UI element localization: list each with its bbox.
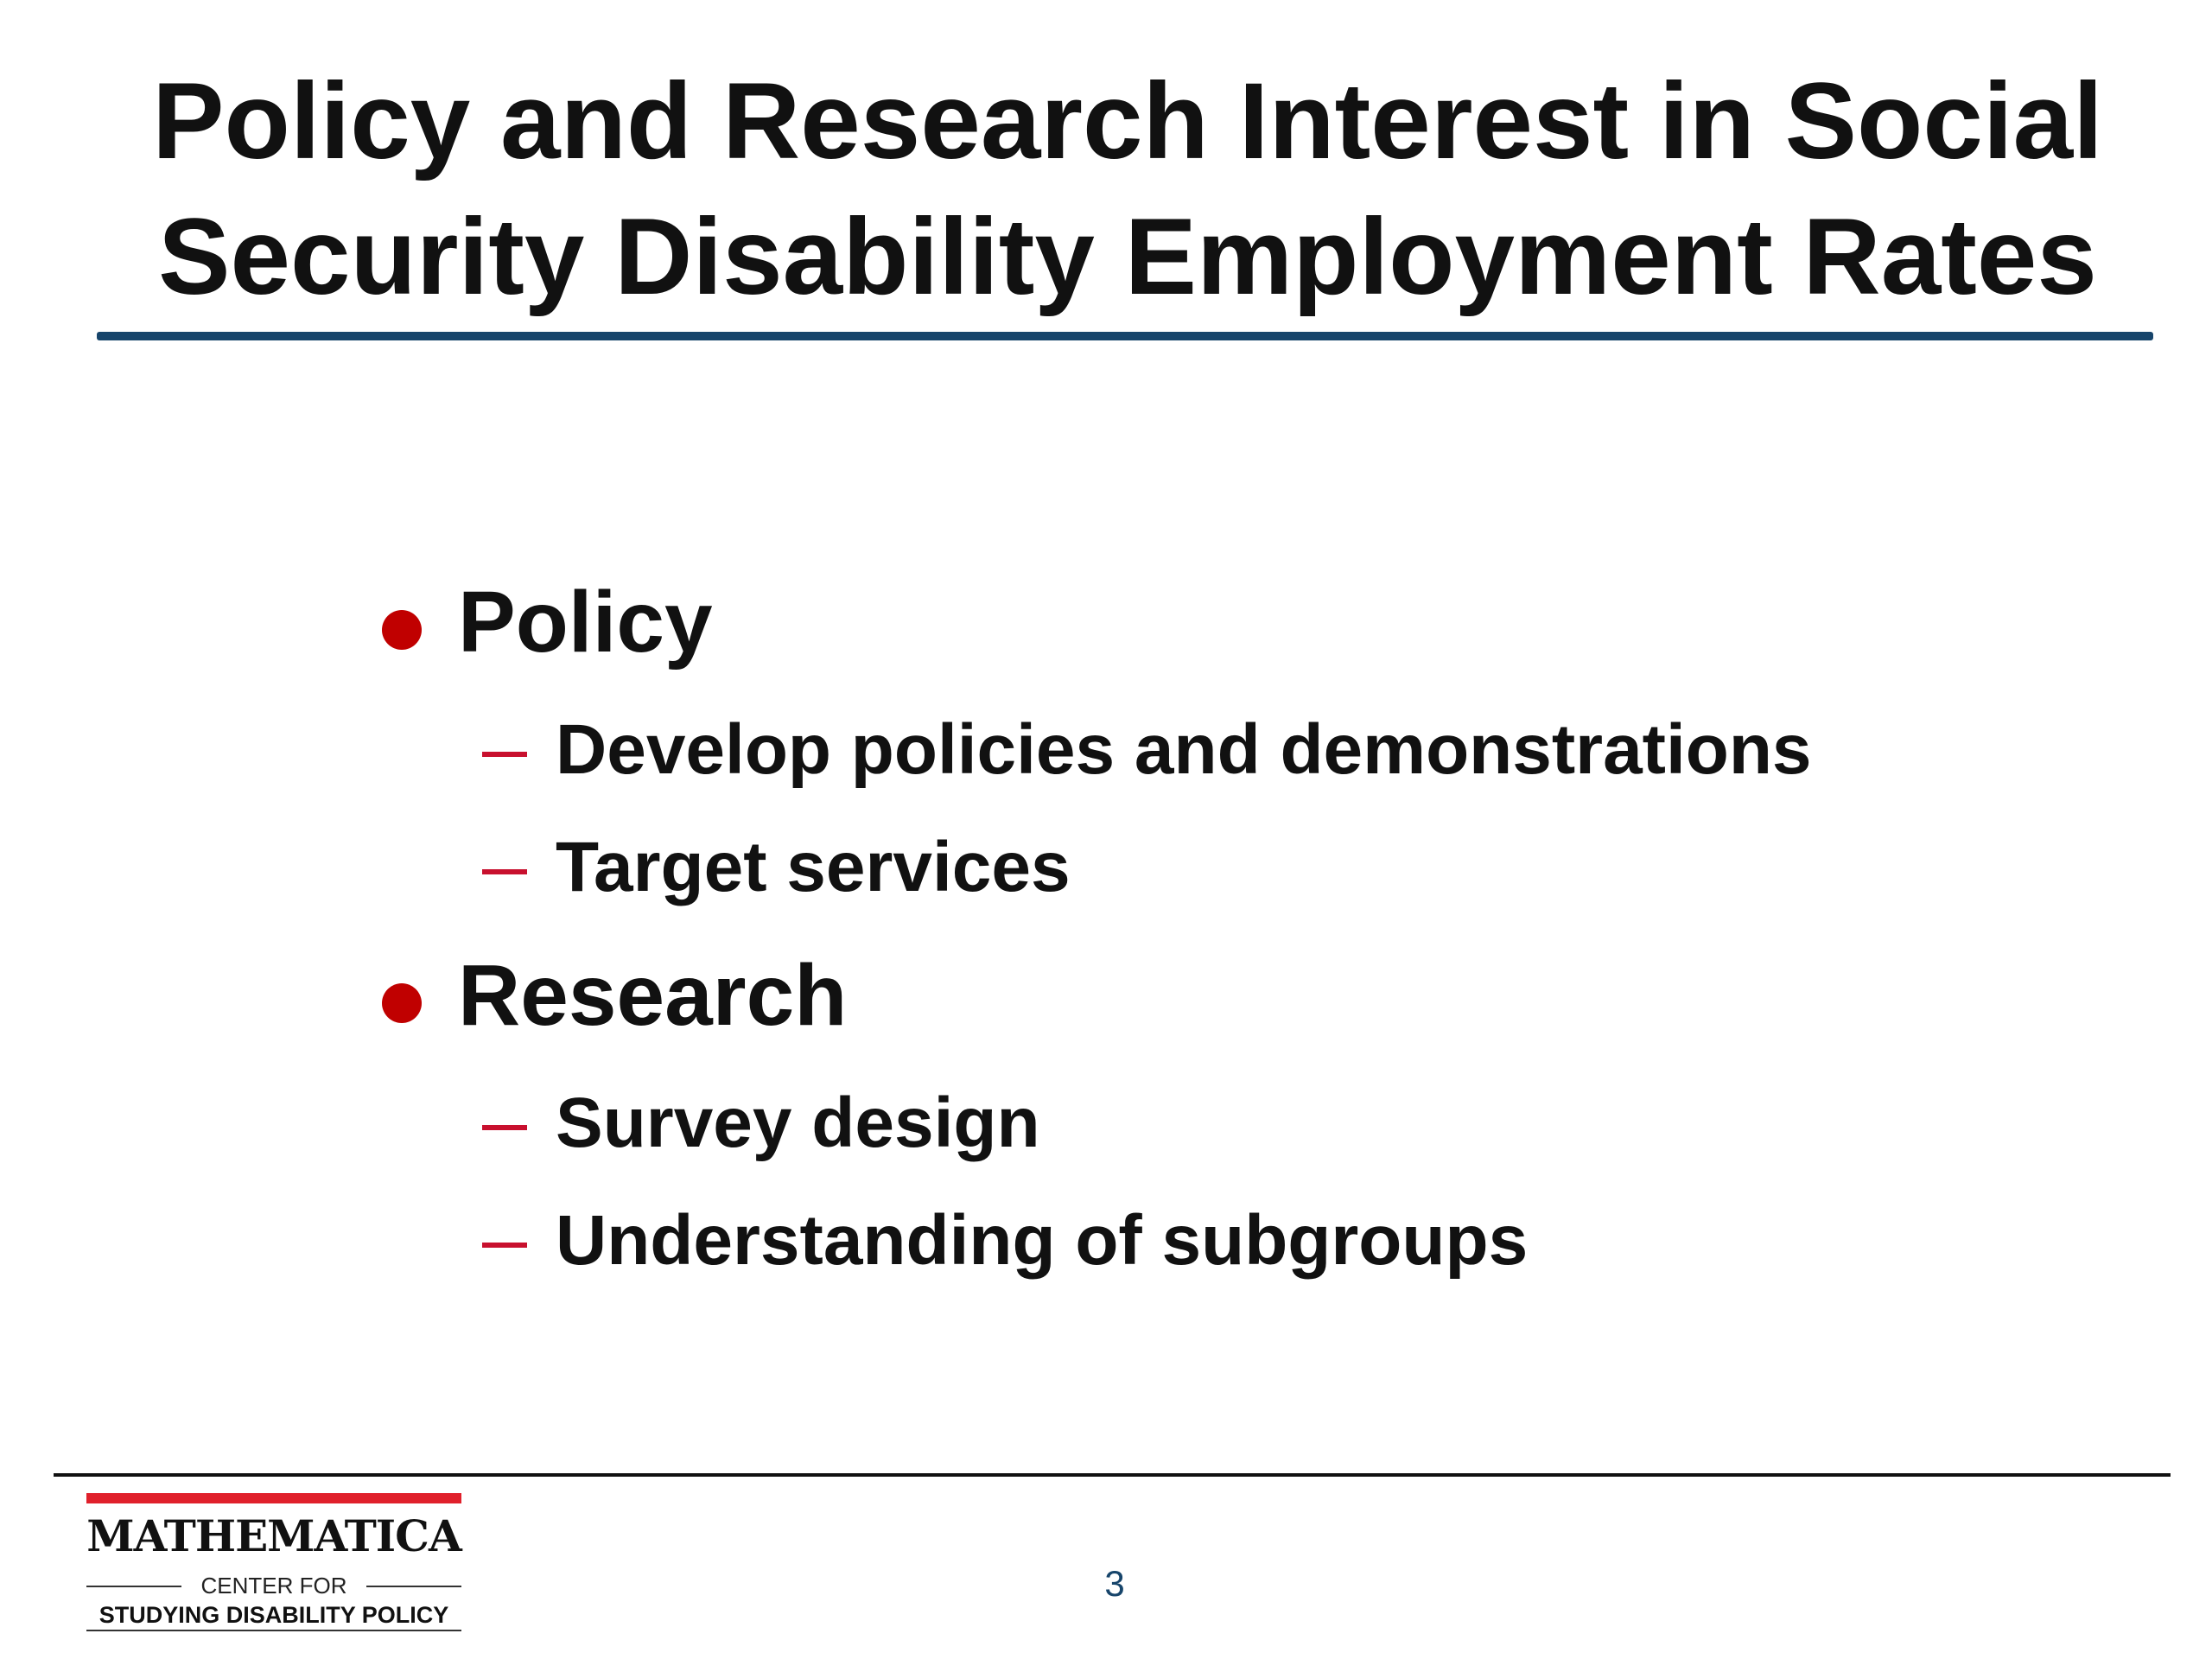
bullet-item-policy: [372, 553, 2100, 691]
red-dash-bullet-icon: [482, 752, 527, 757]
logo-brand: MATHEMATICA: [86, 1510, 461, 1561]
bullet-label: Policy: [458, 574, 713, 671]
sub-bullet-label: Understanding of subgroups: [556, 1201, 1529, 1280]
title-underline: [97, 332, 2153, 340]
logo-center-for-row: [86, 1573, 461, 1599]
bullet-item-research: [372, 926, 2100, 1065]
red-dash-bullet-icon: [482, 1125, 527, 1130]
logo-subtitle: STUDYING DISABILITY POLICY: [99, 1602, 449, 1628]
red-dot-bullet-icon: [382, 610, 422, 650]
sub-bullet-item: [372, 809, 2100, 926]
bullet-list: [372, 553, 2100, 1300]
logo-center-for: CENTER FOR: [200, 1573, 347, 1599]
footer-divider: [54, 1473, 2171, 1477]
red-dot-bullet-icon: [382, 983, 422, 1023]
sub-bullet-label: Develop policies and demonstrations: [556, 710, 1812, 789]
sub-bullet-item: [372, 1182, 2100, 1300]
logo-red-bar: [86, 1493, 461, 1503]
logo-bottom-rule: [86, 1630, 461, 1631]
sub-bullet-item: [372, 691, 2100, 809]
sub-bullet-label: Survey design: [556, 1084, 1040, 1162]
red-dash-bullet-icon: [482, 1243, 527, 1248]
mathematica-logo: [86, 1493, 461, 1631]
slide-title-line-1: Policy and Research Interest in Social: [152, 61, 2103, 181]
sub-bullet-label: Target services: [556, 828, 1071, 906]
slide-title: [95, 54, 2160, 325]
sub-bullet-item: [372, 1065, 2100, 1182]
logo-rule-right: [366, 1586, 461, 1587]
slide-title-line-2: Security Disability Employment Rates: [158, 197, 2097, 317]
red-dash-bullet-icon: [482, 869, 527, 874]
bullet-label: Research: [458, 947, 848, 1044]
page-number: 3: [1104, 1563, 1125, 1604]
